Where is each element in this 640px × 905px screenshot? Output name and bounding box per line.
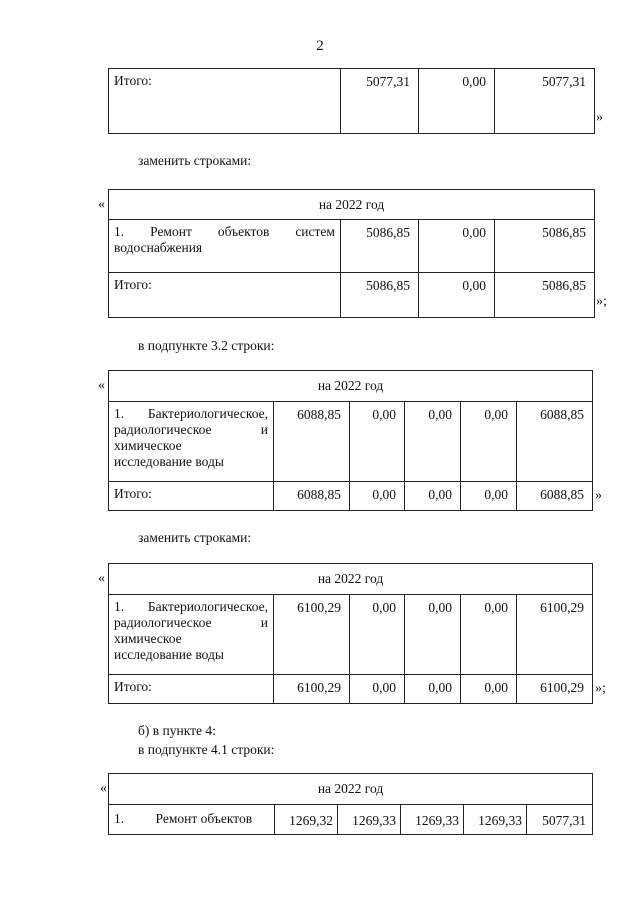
label-word: радиологическое [114, 615, 212, 630]
table-cell: 6088,85 [517, 402, 593, 482]
table-cell: 6088,85 [274, 402, 350, 482]
label-line [114, 422, 268, 438]
total-label: Итого: [109, 273, 341, 318]
row-label [109, 402, 274, 482]
close-quote: »; [595, 681, 606, 696]
table-cell: 5086,85 [495, 273, 595, 318]
paragraph-replace-1: заменить строками: [138, 153, 252, 168]
table-cell: 0,00 [350, 675, 405, 704]
label-word: 1. [114, 406, 125, 421]
label-line: исследование воды [114, 454, 224, 469]
page-number: 2 [316, 38, 324, 54]
row-label [109, 805, 275, 835]
table-cell: 5077,31 [341, 69, 419, 134]
table-cell: 1269,32 [275, 805, 338, 835]
table-cell: 5086,85 [495, 220, 595, 273]
label-word: и [260, 615, 268, 630]
label-word: и [260, 422, 268, 437]
paragraph-point-4: б) в пункте 4: [138, 723, 216, 738]
open-quote: « [98, 378, 105, 393]
close-quote: » [595, 488, 602, 503]
total-label: Итого: [109, 69, 341, 134]
label-line: химическое [114, 438, 182, 453]
label-line [114, 615, 268, 631]
table-header: на 2022 год [109, 190, 595, 220]
table-header: на 2022 год [109, 564, 593, 595]
label-line [114, 599, 268, 615]
paragraph-replace-2: заменить строками: [138, 530, 252, 545]
label-text: Ремонт объектов [155, 811, 253, 826]
label-word: радиологическое [114, 422, 212, 437]
table-cell: 6100,29 [517, 595, 593, 675]
label-number: 1. [114, 811, 125, 826]
label-word: 1. [114, 599, 125, 614]
table-repair-objects [108, 773, 593, 835]
table-cell: 0,00 [405, 595, 461, 675]
table-cell: 5077,31 [495, 69, 595, 134]
table-itogo-old-1 [108, 68, 595, 134]
table-cell: 0,00 [461, 675, 517, 704]
table-cell: 5086,85 [341, 273, 419, 318]
paragraph-subitem-3-2: в подпункте 3.2 строки: [138, 338, 275, 353]
label-line [114, 406, 268, 422]
table-cell: 5077,31 [527, 805, 593, 835]
label-line: водоснабжения [114, 240, 203, 255]
table-water-supply-new [108, 189, 595, 318]
open-quote: « [98, 571, 105, 586]
table-cell: 1269,33 [401, 805, 464, 835]
table-cell: 1269,33 [338, 805, 401, 835]
label-word: Ремонт [150, 224, 192, 239]
table-header: на 2022 год [109, 371, 593, 402]
table-water-analysis-new [108, 563, 593, 704]
row-label [109, 595, 274, 675]
label-word: объектов [217, 224, 270, 239]
table-cell: 0,00 [350, 402, 405, 482]
label-word: систем [295, 224, 335, 239]
table-cell: 6088,85 [517, 482, 593, 511]
label-word: Бактериологическое, [147, 406, 268, 421]
table-cell: 0,00 [461, 595, 517, 675]
paragraph-subitem-4-1: в подпункте 4.1 строки: [138, 742, 275, 757]
row-label [109, 220, 341, 273]
label-line: исследование воды [114, 647, 224, 662]
table-cell: 0,00 [461, 402, 517, 482]
table-cell: 0,00 [405, 482, 461, 511]
close-quote: » [596, 110, 603, 125]
open-quote: « [98, 197, 105, 212]
table-cell: 0,00 [350, 482, 405, 511]
table-cell: 6088,85 [274, 482, 350, 511]
total-label: Итого: [109, 675, 274, 704]
table-cell: 0,00 [350, 595, 405, 675]
label-word: 1. [114, 224, 125, 239]
table-water-analysis-old [108, 370, 593, 511]
table-cell: 6100,29 [517, 675, 593, 704]
label-line: химическое [114, 631, 182, 646]
table-cell: 0,00 [419, 273, 495, 318]
table-cell: 1269,33 [464, 805, 527, 835]
close-quote: »; [596, 294, 607, 309]
label-word: Бактериологическое, [147, 599, 268, 614]
table-cell: 0,00 [419, 220, 495, 273]
label-line [114, 224, 335, 240]
open-quote: « [100, 781, 107, 796]
table-cell: 0,00 [461, 482, 517, 511]
table-header: на 2022 год [109, 774, 593, 805]
table-cell: 0,00 [419, 69, 495, 134]
table-cell: 6100,29 [274, 675, 350, 704]
table-cell: 6100,29 [274, 595, 350, 675]
table-cell: 0,00 [405, 675, 461, 704]
total-label: Итого: [109, 482, 274, 511]
table-cell: 5086,85 [341, 220, 419, 273]
table-cell: 0,00 [405, 402, 461, 482]
